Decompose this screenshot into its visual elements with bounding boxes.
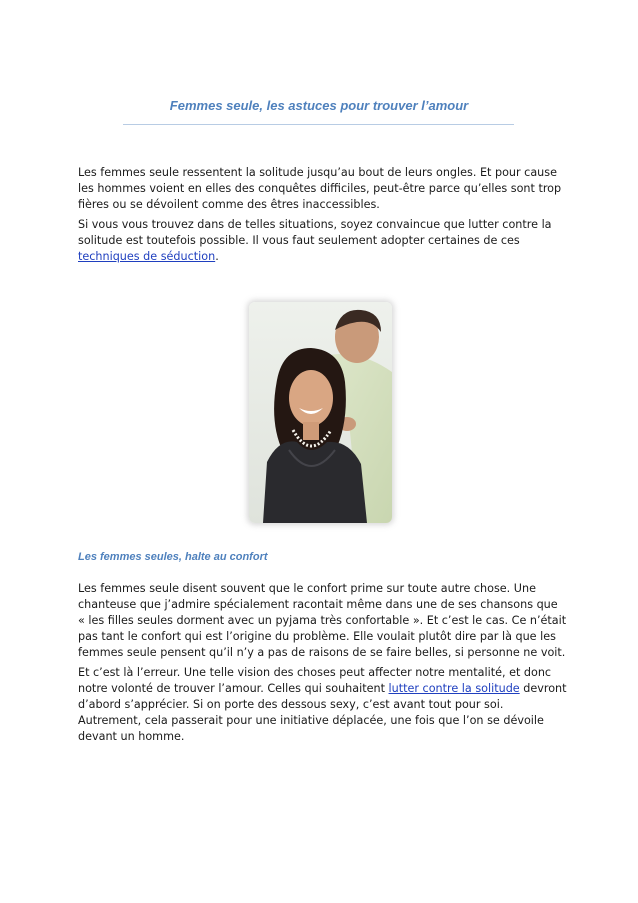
title-rule: [123, 124, 514, 125]
intro-paragraph-2: [78, 217, 568, 265]
intro-paragraph-2-end: .: [215, 250, 219, 263]
section-paragraph-2: [78, 665, 568, 745]
seduction-techniques-link[interactable]: techniques de séduction: [78, 250, 216, 263]
couple-photo: [249, 302, 392, 523]
intro-paragraph-2-text: Si vous vous trouvez dans de telles situations, soyez convaincue que lutter contre la solitude est toutefois possible. Il vous faut seulement adopter certaines de ces: [78, 218, 552, 247]
section-paragraph-1: Les femmes seule disent souvent que le confort prime sur toute autre chose. Une chanteuse que j’admire spécialement racontait même dans une de ses chansons que « les filles seules dorment avec un pyjama très confortable ». Et c’est le cas. Ce n’était pas tant le confort qui est l’origine du problème. Elle voulait plutôt dire par là que les femmes seule pensent qu’il n’y a pas de raisons de se faire belles, si personne ne voit.: [78, 582, 567, 659]
intro-paragraph-1: Les femmes seule ressentent la solitude jusqu’au bout de leurs ongles. Et pour cause les hommes voient en elles des conquêtes difficiles, peut-être parce qu’elles sont trop fières ou se dévoilent comme des êtres inaccessibles.: [78, 166, 562, 211]
fight-loneliness-link[interactable]: lutter contre la solitude: [388, 682, 520, 695]
section-heading: Les femmes seules, halte au confort: [78, 551, 268, 563]
page-title: Femmes seule, les astuces pour trouver l’amour: [169, 98, 469, 113]
section-paragraph-2-end: devront d’abord s’apprécier. Si on porte des dessous sexy, c’est avant tout pour soi. Autrement, cela passerait pour une initiative déplacée, une fois que l’on se dévoile devant un homme.: [78, 682, 567, 743]
section-paragraph-2-text: Et c’est là l’erreur. Une telle vision des choses peut affecter notre mentalité, et donc notre volonté de trouver l’amour. Celles qui souhaitent: [78, 666, 552, 695]
